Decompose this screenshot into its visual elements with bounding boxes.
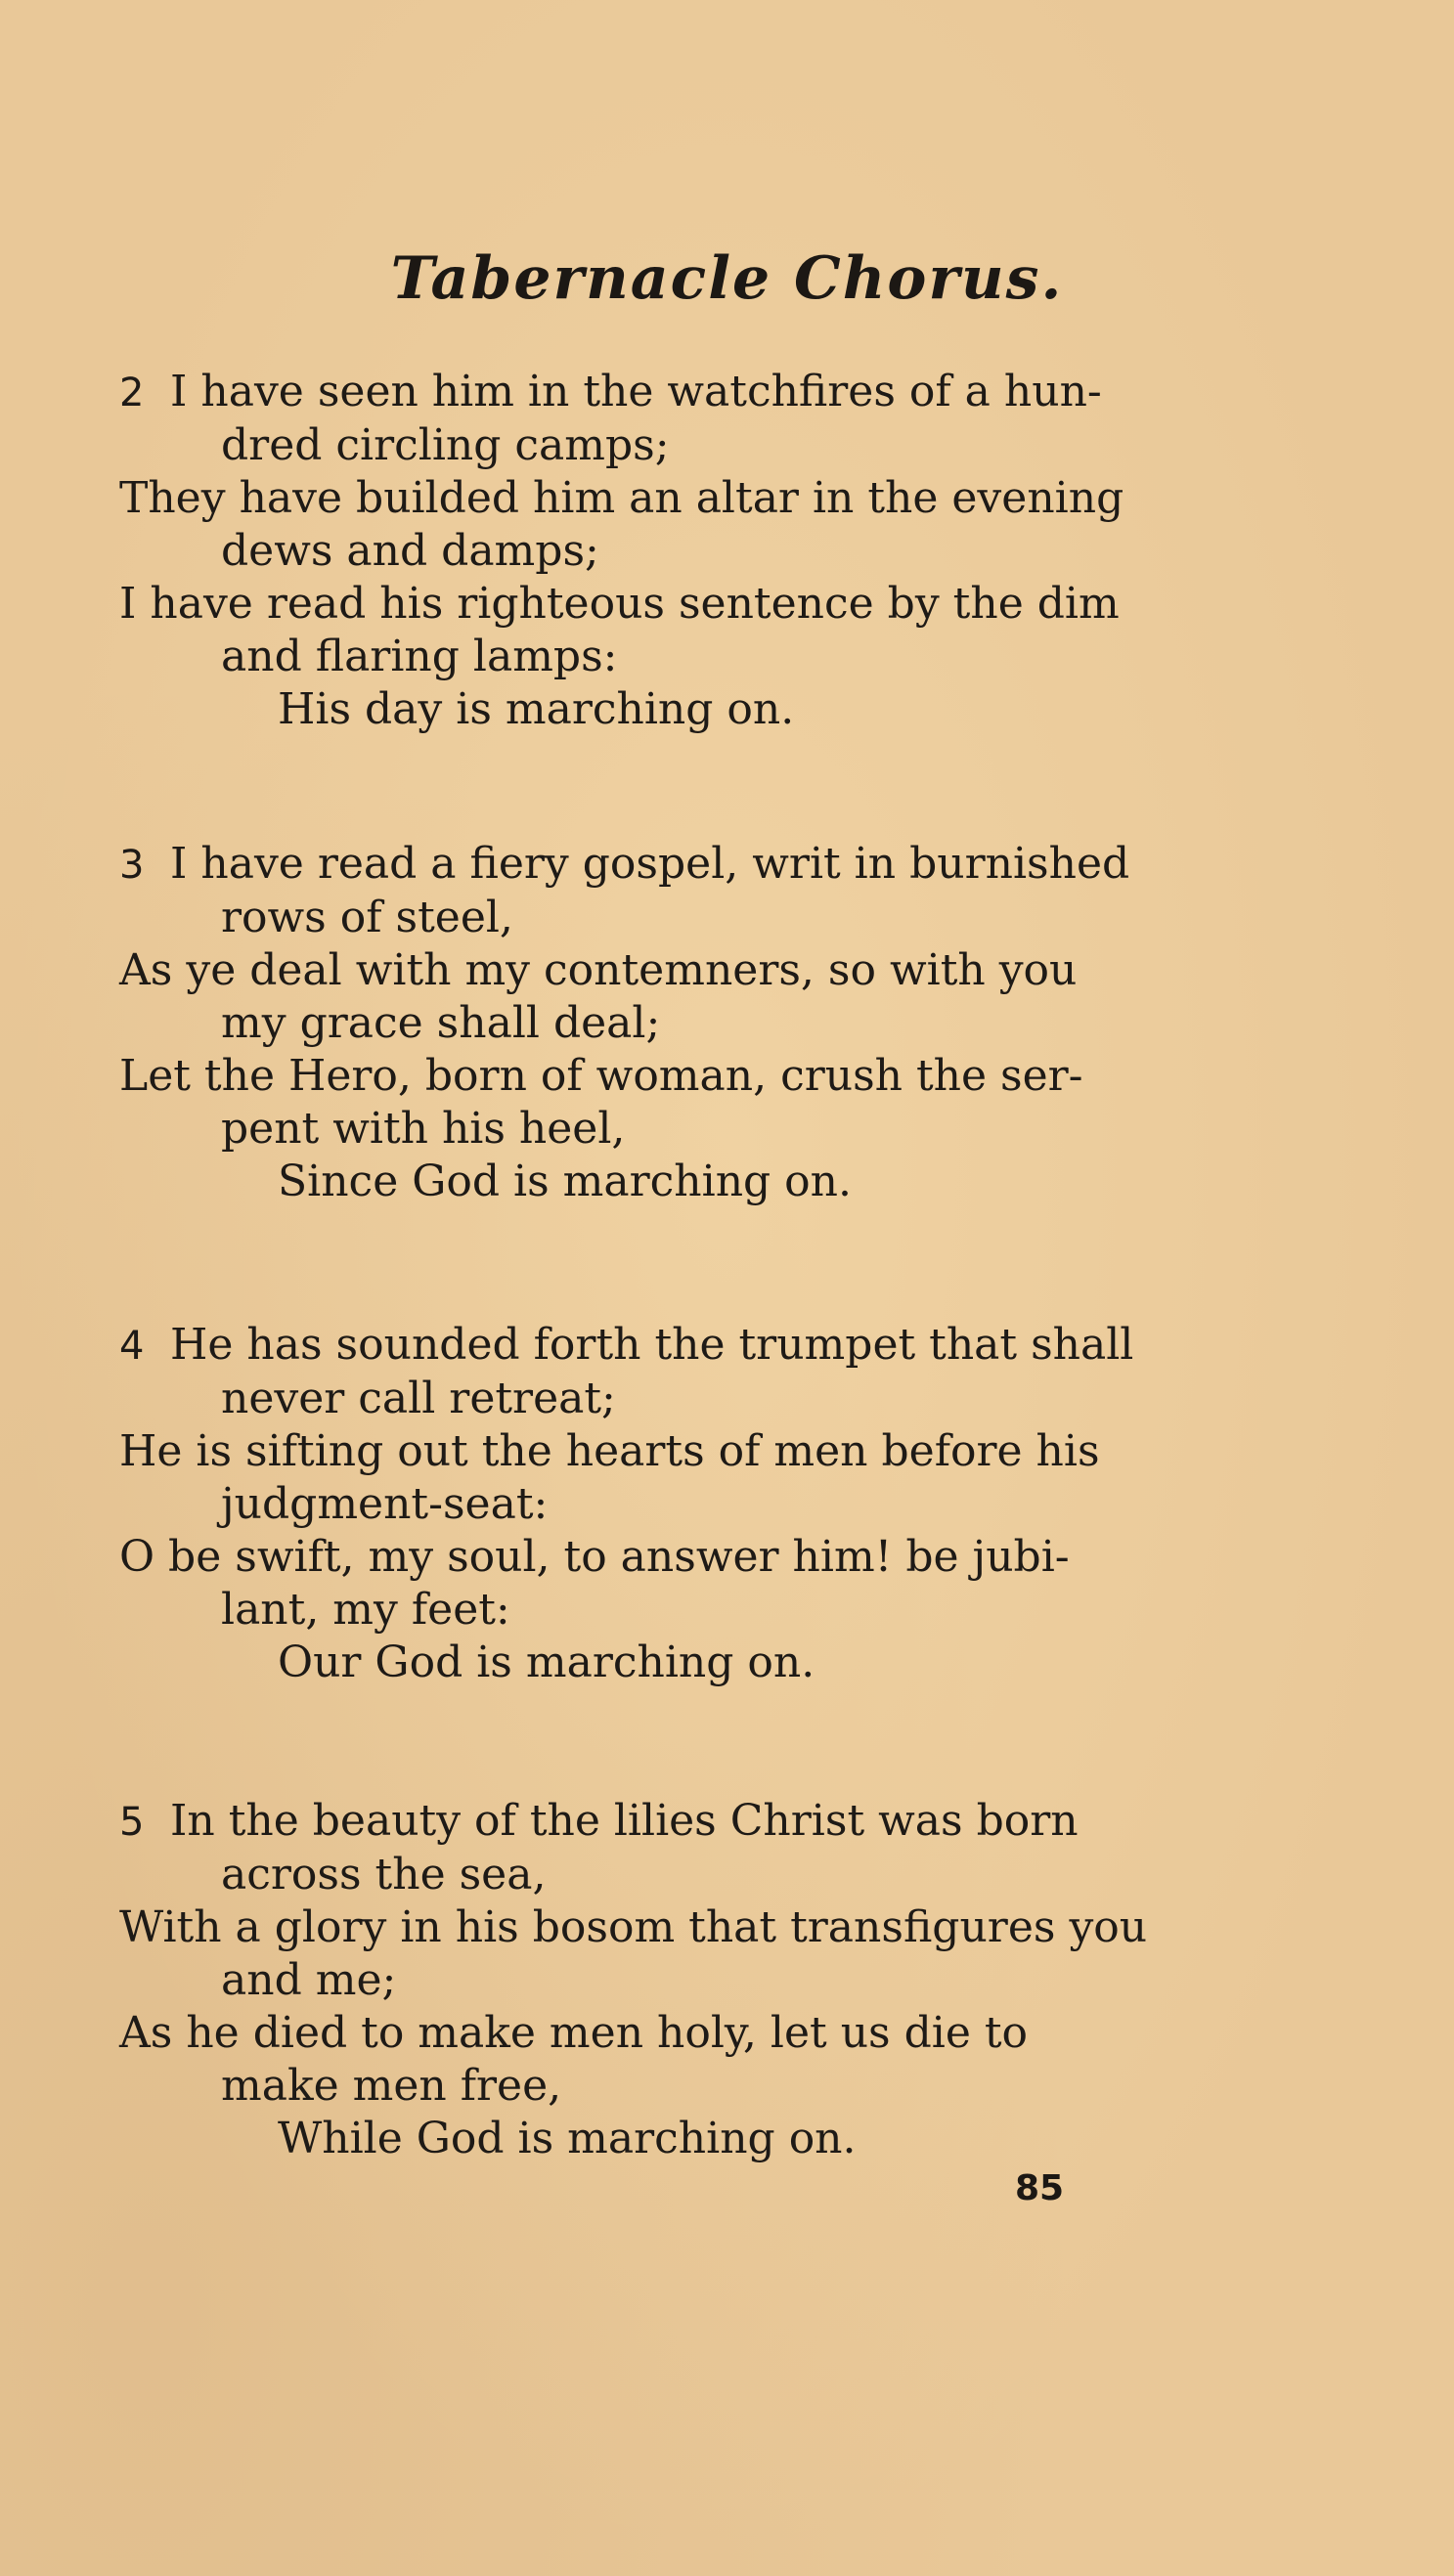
verse-line: As he died to make men holy, let us die to — [119, 2008, 1029, 2058]
verse-line — [119, 838, 1175, 892]
verse-5 — [119, 1795, 1175, 2165]
verse-number: 3 — [119, 843, 145, 888]
verse-line: As ye deal with my contemners, so with you — [119, 945, 1078, 995]
verse-number: 5 — [119, 1800, 145, 1845]
verse-line: across the sea, — [221, 1850, 547, 1899]
verse-refrain: His day is marching on. — [278, 684, 795, 734]
verse-text: In the beauty of the lilies Christ was born — [170, 1796, 1079, 1846]
verse-line: dews and damps; — [221, 526, 599, 576]
verse-text: I have seen him in the watchfires of a hun- — [170, 367, 1102, 416]
verse-2 — [119, 366, 1175, 736]
page-title: Tabernacle Chorus. — [390, 244, 1064, 313]
verse-line: my grace shall deal; — [221, 998, 661, 1048]
verse-text: He has sounded forth the trumpet that shall — [170, 1320, 1134, 1370]
verse-line: dred circling camps; — [221, 420, 670, 470]
verse-line: He is sifting out the hearts of men before his — [119, 1426, 1100, 1476]
verse-line: rows of steel, — [221, 893, 513, 942]
verse-line: make men free, — [221, 2061, 562, 2111]
verse-line: judgment-seat: — [221, 1479, 549, 1529]
verse-refrain: Our God is marching on. — [278, 1637, 815, 1687]
verse-line: and flaring lamps: — [221, 632, 618, 681]
verse-refrain: Since God is marching on. — [278, 1157, 852, 1206]
verse-line — [119, 1319, 1175, 1373]
verse-text: I have read a fiery gospel, writ in burnished — [170, 839, 1130, 889]
verse-line: lant, my feet: — [221, 1585, 510, 1635]
verse-line: pent with his heel, — [221, 1104, 626, 1154]
verse-line: Let the Hero, born of woman, crush the ser- — [119, 1051, 1083, 1101]
verse-4 — [119, 1319, 1175, 1689]
verse-line — [119, 1795, 1175, 1849]
verse-line — [119, 366, 1175, 419]
verse-number: 2 — [119, 371, 145, 415]
verse-line: never call retreat; — [221, 1374, 616, 1423]
verse-refrain: While God is marching on. — [278, 2114, 857, 2163]
verse-line: With a glory in his bosom that transfigures you — [119, 1902, 1148, 1952]
verse-number: 4 — [119, 1324, 145, 1369]
verse-3 — [119, 838, 1175, 1208]
verse-line: and me; — [221, 1955, 397, 2005]
verse-line: I have read his righteous sentence by the dim — [119, 579, 1120, 629]
verse-line: They have builded him an altar in the evening — [119, 473, 1124, 523]
page-number: 85 — [1015, 2168, 1065, 2208]
verse-line: O be swift, my soul, to answer him! be jubi- — [119, 1532, 1070, 1582]
